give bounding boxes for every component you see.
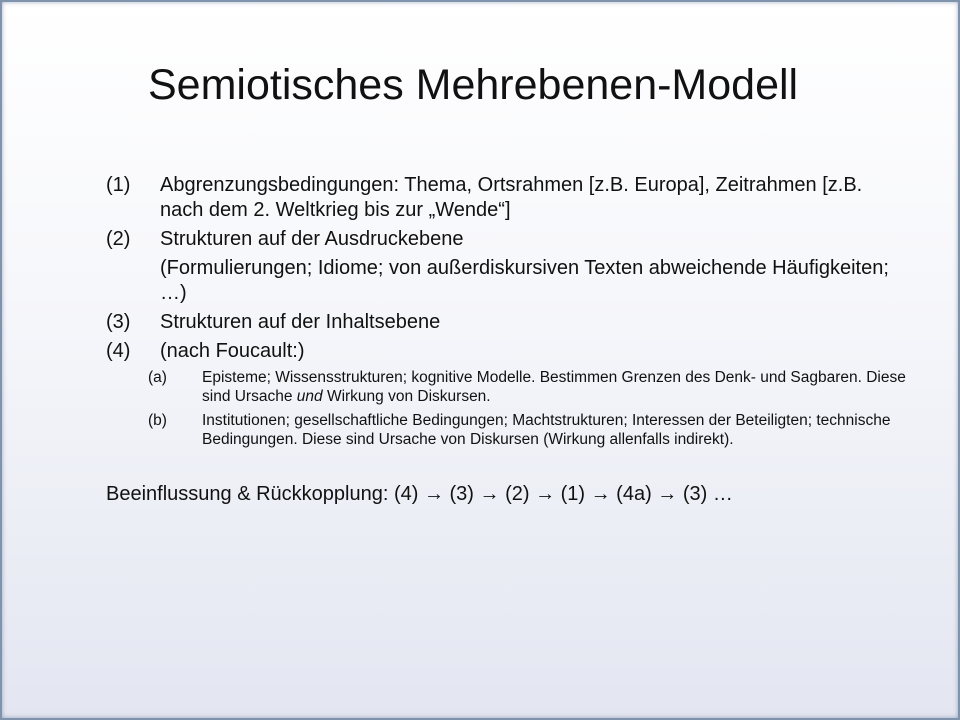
list-number: (1) — [106, 174, 131, 196]
list-number: (3) — [106, 311, 131, 333]
sub-item-text-part: Wirkung von Diskursen. — [322, 388, 491, 405]
list-number: (2) — [106, 228, 131, 250]
list-item-4 — [106, 339, 906, 364]
list-number: (4) — [106, 340, 131, 362]
summary-line: Beeinflussung & Rückkopplung: (4) → (3) → (2) → (1) → (4a) → (3) … — [106, 483, 733, 505]
sub-item-a — [148, 368, 906, 406]
list-text: Strukturen auf der Ausdruckebene — [160, 228, 464, 250]
list-item-3 — [106, 310, 906, 335]
list-text: Abgrenzungsbedingungen: Thema, Ortsrahmen [z.B. Europa], Zeitrahmen [z.B. nach dem 2. Weltkrieg bis zur „Wende“] — [160, 174, 863, 221]
emphasis-text: und — [296, 388, 323, 405]
list-text: Strukturen auf der Inhaltsebene — [160, 311, 441, 333]
sub-item-text: Institutionen; gesellschaftliche Bedingungen; Machtstrukturen; Interessen der Beteiligten; technische Bedingungen. Diese sind Ursache von Diskursen (Wirkung allenfalls indirekt). — [202, 412, 891, 448]
slide-content — [106, 173, 906, 507]
sub-item-text-part: Episteme; Wissensstrukturen; kognitive Modelle. Bestimmen Grenzen des Denk- und Sagbaren. Diese sind Ursache — [202, 369, 906, 405]
slide-title: Semiotisches Mehrebenen-Modell — [148, 61, 799, 109]
list-item-2 — [106, 227, 906, 252]
sub-item-number: (b) — [148, 412, 167, 429]
list-item-2-detail: (Formulierungen; Idiome; von außerdiskursiven Texten abweichende Häufigkeiten; …) — [160, 257, 889, 304]
list-item-1 — [106, 173, 906, 223]
sub-item-number: (a) — [148, 369, 167, 386]
sub-item-text — [202, 368, 906, 406]
list-text: (nach Foucault:) — [160, 340, 305, 362]
sub-item-b — [148, 411, 906, 449]
